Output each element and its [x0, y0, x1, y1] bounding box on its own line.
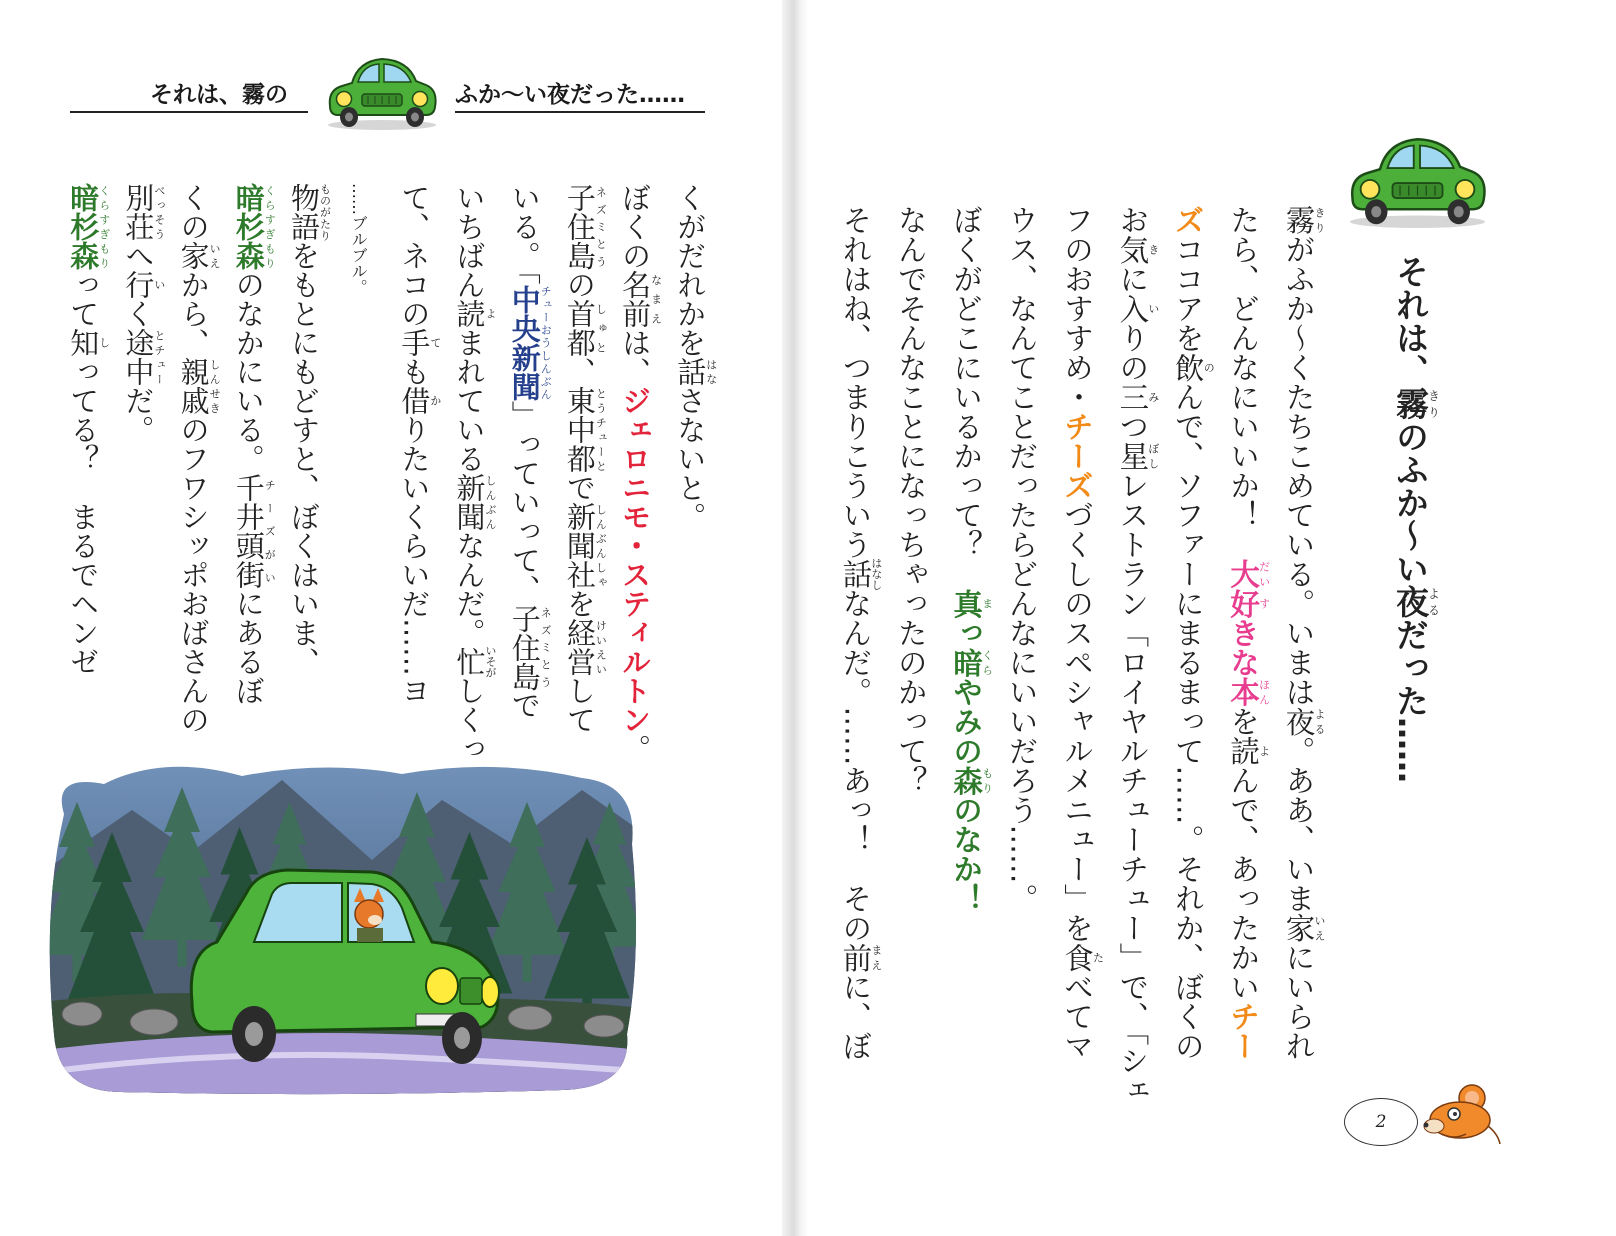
- base-text: 話: [838, 557, 873, 591]
- text-segment: だ。: [121, 386, 156, 444]
- text-segment: しくっ: [452, 676, 487, 763]
- base-text: 三: [1115, 382, 1150, 412]
- furigana: べっそう: [152, 183, 166, 241]
- base-text: 物語: [286, 183, 321, 241]
- ruby-word: [507, 603, 553, 691]
- text-segment: を: [1226, 706, 1261, 736]
- text-segment: んで、あったかい: [1226, 765, 1261, 1002]
- text-column: [552, 183, 607, 763]
- text-segment: で: [562, 473, 597, 502]
- emphasis-green: [949, 647, 994, 678]
- ruby-word: [1115, 293, 1160, 324]
- furigana: ネズミとう: [594, 183, 608, 270]
- ruby-word: [562, 299, 608, 357]
- text-segment: んで、ソファーにまるまって……。それか、ぼくの: [1170, 382, 1205, 1061]
- text-segment: して: [562, 676, 597, 734]
- base-text: 手: [397, 328, 432, 357]
- ruby-word: [397, 386, 442, 415]
- text-segment: くの: [176, 183, 211, 241]
- emphasis-blue: [507, 284, 553, 401]
- ruby-word: [1281, 706, 1327, 737]
- text-column: [607, 183, 662, 763]
- text-column: [497, 183, 552, 763]
- base-text: 星: [1115, 441, 1150, 471]
- furigana: しゅと: [594, 299, 608, 357]
- text-segment: なんだ。: [452, 531, 487, 647]
- ruby-word: [66, 328, 111, 357]
- page-gutter: [782, 0, 808, 1236]
- ruby-word: [452, 645, 497, 678]
- furigana: いそが: [484, 645, 497, 678]
- base-text: 読: [452, 299, 487, 328]
- text-segment: ウス、なんてことだったらどんなにいいだろう……。: [1004, 205, 1039, 913]
- furigana: ネズミとう: [539, 603, 553, 691]
- running-header-part1: それは、霧の: [150, 82, 288, 108]
- text-segment: 、: [562, 357, 597, 386]
- furigana: いえ: [208, 241, 222, 270]
- text-segment: の: [562, 270, 597, 299]
- base-text: 親戚: [176, 357, 211, 415]
- furigana: よ: [484, 299, 497, 328]
- furigana: す: [1257, 588, 1271, 618]
- furigana: ものがたり: [318, 183, 332, 241]
- headlight: [481, 977, 499, 1007]
- text-segment: のふか〜い: [1391, 420, 1430, 585]
- ruby-word: [1115, 234, 1160, 265]
- ruby-word: [1281, 913, 1327, 943]
- text-segment: 。: [618, 734, 653, 763]
- base-text: 前: [838, 942, 873, 972]
- base-text: 子住島: [562, 183, 597, 270]
- text-segment: く: [121, 299, 156, 328]
- base-text: 名前: [618, 270, 653, 328]
- base-text: 東中都: [562, 386, 597, 473]
- furigana: けいえい: [594, 618, 608, 676]
- text-column: [331, 183, 386, 763]
- text-column: [993, 205, 1048, 1105]
- text-column: [221, 183, 276, 763]
- emphasis-pink: [1226, 588, 1271, 619]
- text-segment: で: [507, 690, 542, 720]
- text-segment: へ: [121, 241, 156, 270]
- furigana: よる: [1313, 706, 1327, 736]
- text-column: [1104, 205, 1159, 1105]
- text-column: [1215, 205, 1270, 1105]
- emphasis-green: [231, 183, 277, 270]
- base-text: 夜: [1391, 585, 1430, 618]
- base-text: 真: [949, 588, 984, 618]
- furigana: しんぶん: [484, 473, 497, 531]
- text-segment: に、ぼ: [838, 972, 873, 1061]
- right-page-body: [827, 205, 1326, 1105]
- base-text: 中央新聞: [507, 284, 542, 401]
- header-rule-left: [70, 111, 308, 113]
- ruby-word: [121, 183, 166, 241]
- car-icon: [322, 50, 442, 130]
- text-segment: のなかにいる。: [231, 270, 266, 473]
- ruby-word: [618, 270, 663, 328]
- furigana: だい: [1257, 559, 1271, 589]
- headlight: [426, 968, 458, 1004]
- text-segment: くがだれかを: [673, 183, 708, 357]
- text-column: [1270, 205, 1325, 1105]
- emphasis-green: のなか！: [949, 795, 984, 913]
- base-text: 子住島: [507, 603, 542, 691]
- emphasis-pink: きな: [1226, 618, 1261, 677]
- text-column: [938, 205, 993, 1105]
- ruby-word: [562, 183, 608, 270]
- base-text: 家: [1281, 913, 1316, 943]
- furigana: ほん: [1257, 677, 1271, 707]
- base-text: 行: [121, 270, 156, 299]
- furigana: ぼし: [1146, 441, 1160, 471]
- base-text: 暗杉森: [66, 183, 101, 270]
- forest-car-illustration: [42, 752, 642, 1097]
- base-text: 夜: [1281, 706, 1316, 736]
- ruby-word: [452, 473, 497, 531]
- text-column: [1374, 255, 1446, 783]
- text-segment: ってる？ まるでヘンゼ: [66, 357, 101, 676]
- emphasis-pink: [1226, 677, 1271, 707]
- text-segment: ココアを: [1170, 234, 1205, 353]
- furigana: チーズがい: [263, 473, 277, 589]
- emphasis-green: っ: [949, 618, 984, 648]
- furigana: し: [97, 328, 111, 357]
- text-segment: りたいくらいだ……ヨ: [397, 415, 432, 705]
- base-text: 借: [397, 386, 432, 415]
- base-text: 食: [1059, 942, 1094, 972]
- furigana: い: [1146, 293, 1160, 323]
- car-icon: [1335, 128, 1500, 228]
- base-text: 飲: [1170, 352, 1205, 382]
- ruby-word: [1170, 352, 1216, 383]
- chapter-title: [1374, 255, 1446, 783]
- mouse-icon: [1420, 1082, 1502, 1148]
- page-number-bubble: [1344, 1098, 1418, 1146]
- base-text: 霧: [1281, 205, 1316, 235]
- page-number: 2: [1375, 1112, 1387, 1132]
- furigana: くら: [980, 647, 994, 677]
- base-text: 知: [66, 328, 101, 357]
- furigana: よる: [1426, 585, 1441, 618]
- emphasis-red: ジェロニモ・スティルトン: [618, 386, 653, 734]
- ruby-word: [1226, 736, 1271, 766]
- ruby-word: [838, 942, 883, 973]
- furigana: とうチューと: [594, 386, 608, 473]
- base-text: 気: [1115, 234, 1150, 264]
- text-segment: をもとにもどすと、ぼくはいま、: [286, 241, 321, 676]
- running-header-part2: ふか〜い夜だった……: [455, 82, 685, 108]
- text-segment: は、: [618, 328, 653, 386]
- emphasis-green: やみの: [949, 677, 984, 766]
- base-text: 本: [1226, 677, 1261, 707]
- text-segment: 。ああ、いま: [1281, 736, 1316, 913]
- ruby-word: [176, 357, 222, 415]
- furigana: き: [1146, 234, 1160, 264]
- header-rule-right: [455, 111, 705, 113]
- base-text: 新聞社: [562, 502, 597, 589]
- emphasis-orange: チーズ: [1059, 411, 1094, 500]
- text-segment: ぼくがどこにいるかって？: [949, 205, 984, 589]
- text-segment: レストラン「ロイヤルチューチュー」で、「シェ: [1115, 470, 1150, 1105]
- base-text: 千井頭街: [231, 473, 266, 589]
- ruby-word: [1281, 205, 1327, 235]
- base-text: 話: [673, 357, 708, 386]
- furigana: いえ: [1313, 913, 1327, 943]
- text-segment: まれている: [452, 328, 487, 473]
- text-segment: て、ネコの: [397, 183, 432, 328]
- text-segment: を: [562, 589, 597, 618]
- ruby-word: [1115, 382, 1160, 412]
- base-text: 途中: [121, 328, 156, 386]
- base-text: 入: [1115, 293, 1150, 323]
- text-segment: いちばん: [452, 183, 487, 299]
- left-page-body: [55, 183, 717, 763]
- text-segment: だった……: [1391, 618, 1430, 783]
- base-text: 新聞: [452, 473, 487, 531]
- emphasis-orange: チー: [1226, 1001, 1261, 1061]
- ruby-word: [673, 357, 718, 386]
- emphasis-orange: ズ: [1170, 205, 1205, 235]
- ruby-word: [1391, 585, 1441, 618]
- ruby-word: [1391, 387, 1441, 420]
- furigana: て: [428, 328, 442, 357]
- text-column: [441, 183, 496, 763]
- emphasis-green: [949, 765, 994, 796]
- text-column: [386, 183, 441, 763]
- base-text: 好: [1226, 588, 1261, 618]
- text-column: [882, 205, 937, 1105]
- furigana: はな: [704, 357, 718, 386]
- furigana: か: [428, 386, 442, 415]
- text-segment: って: [66, 270, 101, 328]
- text-segment: たら、どんなにいいか！: [1226, 205, 1261, 559]
- emphasis-pink: [1226, 559, 1271, 589]
- furigana: しんぶんしゃ: [594, 502, 608, 589]
- ruby-word: [838, 557, 883, 591]
- text-segment: フのおすすめ・: [1059, 205, 1094, 412]
- text-column: [1049, 205, 1104, 1105]
- ruby-word: [1115, 441, 1160, 471]
- text-column: [110, 183, 165, 763]
- furigana: み: [1146, 382, 1160, 412]
- furigana: きり: [1313, 205, 1327, 235]
- furigana: はなし: [869, 557, 883, 591]
- text-segment: なんでそんなことになっちゃったのかって？: [893, 205, 928, 795]
- base-text: 読: [1226, 736, 1261, 766]
- text-segment: お: [1115, 205, 1150, 235]
- ruby-word: [1059, 942, 1105, 973]
- furigana: の: [1202, 352, 1216, 382]
- furigana: まえ: [869, 942, 883, 972]
- text-segment: なんだ。……あっ！ その: [838, 588, 873, 943]
- text-segment: さないと。: [673, 386, 708, 531]
- ruby-word: [562, 502, 608, 589]
- base-text: 忙: [452, 645, 487, 678]
- furigana: くらすぎもり: [97, 183, 111, 270]
- ruby-word: [562, 386, 608, 473]
- ruby-word: [121, 328, 166, 386]
- base-text: 首都: [562, 299, 597, 357]
- base-text: 経営: [562, 618, 597, 676]
- text-segment: も: [397, 357, 432, 386]
- text-segment: それはね、つまりこういう: [838, 205, 873, 559]
- text-column: [1159, 205, 1214, 1105]
- ruby-word: [286, 183, 332, 241]
- ruby-word: [397, 328, 442, 357]
- text-segment: ぼくの: [618, 183, 653, 270]
- ruby-word: [176, 241, 222, 270]
- text-segment: ……ブルブル。: [349, 183, 369, 295]
- text-segment: がふか〜くたちこめている。いまは: [1281, 234, 1316, 707]
- text-segment: 」っていって、: [507, 400, 542, 604]
- base-text: 霧: [1391, 387, 1430, 420]
- text-segment: にいられ: [1281, 942, 1316, 1061]
- text-segment: づくしのスペシャルメニュー」を: [1059, 500, 1094, 943]
- furigana: なまえ: [649, 270, 663, 328]
- text-segment: べてマ: [1059, 972, 1094, 1061]
- ruby-word: [452, 299, 497, 328]
- text-segment: つ: [1115, 411, 1150, 441]
- base-text: 別荘: [121, 183, 156, 241]
- text-segment: それは、: [1391, 255, 1430, 387]
- furigana: よ: [1257, 736, 1271, 766]
- furigana: とチュー: [152, 328, 166, 386]
- text-column: [55, 183, 110, 763]
- furigana: しんせき: [208, 357, 222, 415]
- furigana: くらすぎもり: [263, 183, 277, 270]
- emphasis-green: [66, 183, 111, 270]
- ruby-word: [231, 473, 277, 589]
- base-text: 暗杉森: [231, 183, 266, 270]
- text-column: [662, 183, 717, 763]
- text-segment: りの: [1115, 323, 1150, 382]
- text-segment: に: [1115, 264, 1150, 294]
- ruby-word: [562, 618, 608, 676]
- grille: [460, 978, 482, 1004]
- base-text: 森: [949, 765, 984, 795]
- text-segment: にあるぼ: [231, 589, 266, 705]
- furigana: チューおうしんぶん: [539, 284, 553, 401]
- base-text: 暗: [949, 647, 984, 677]
- furigana: きり: [1426, 387, 1441, 420]
- text-segment: いる。「: [507, 183, 542, 285]
- furigana: い: [152, 270, 166, 299]
- text-column: [276, 183, 331, 763]
- text-segment: から、: [176, 270, 211, 357]
- base-text: 家: [176, 241, 211, 270]
- ruby-word: [121, 270, 166, 299]
- text-column: [827, 205, 882, 1105]
- text-segment: のフワシッポおばさんの: [176, 415, 211, 734]
- text-column: [165, 183, 220, 763]
- base-text: 大: [1226, 559, 1261, 589]
- emphasis-green: [949, 588, 994, 619]
- furigana: た: [1091, 942, 1105, 972]
- furigana: ま: [980, 588, 994, 618]
- furigana: もり: [980, 765, 994, 795]
